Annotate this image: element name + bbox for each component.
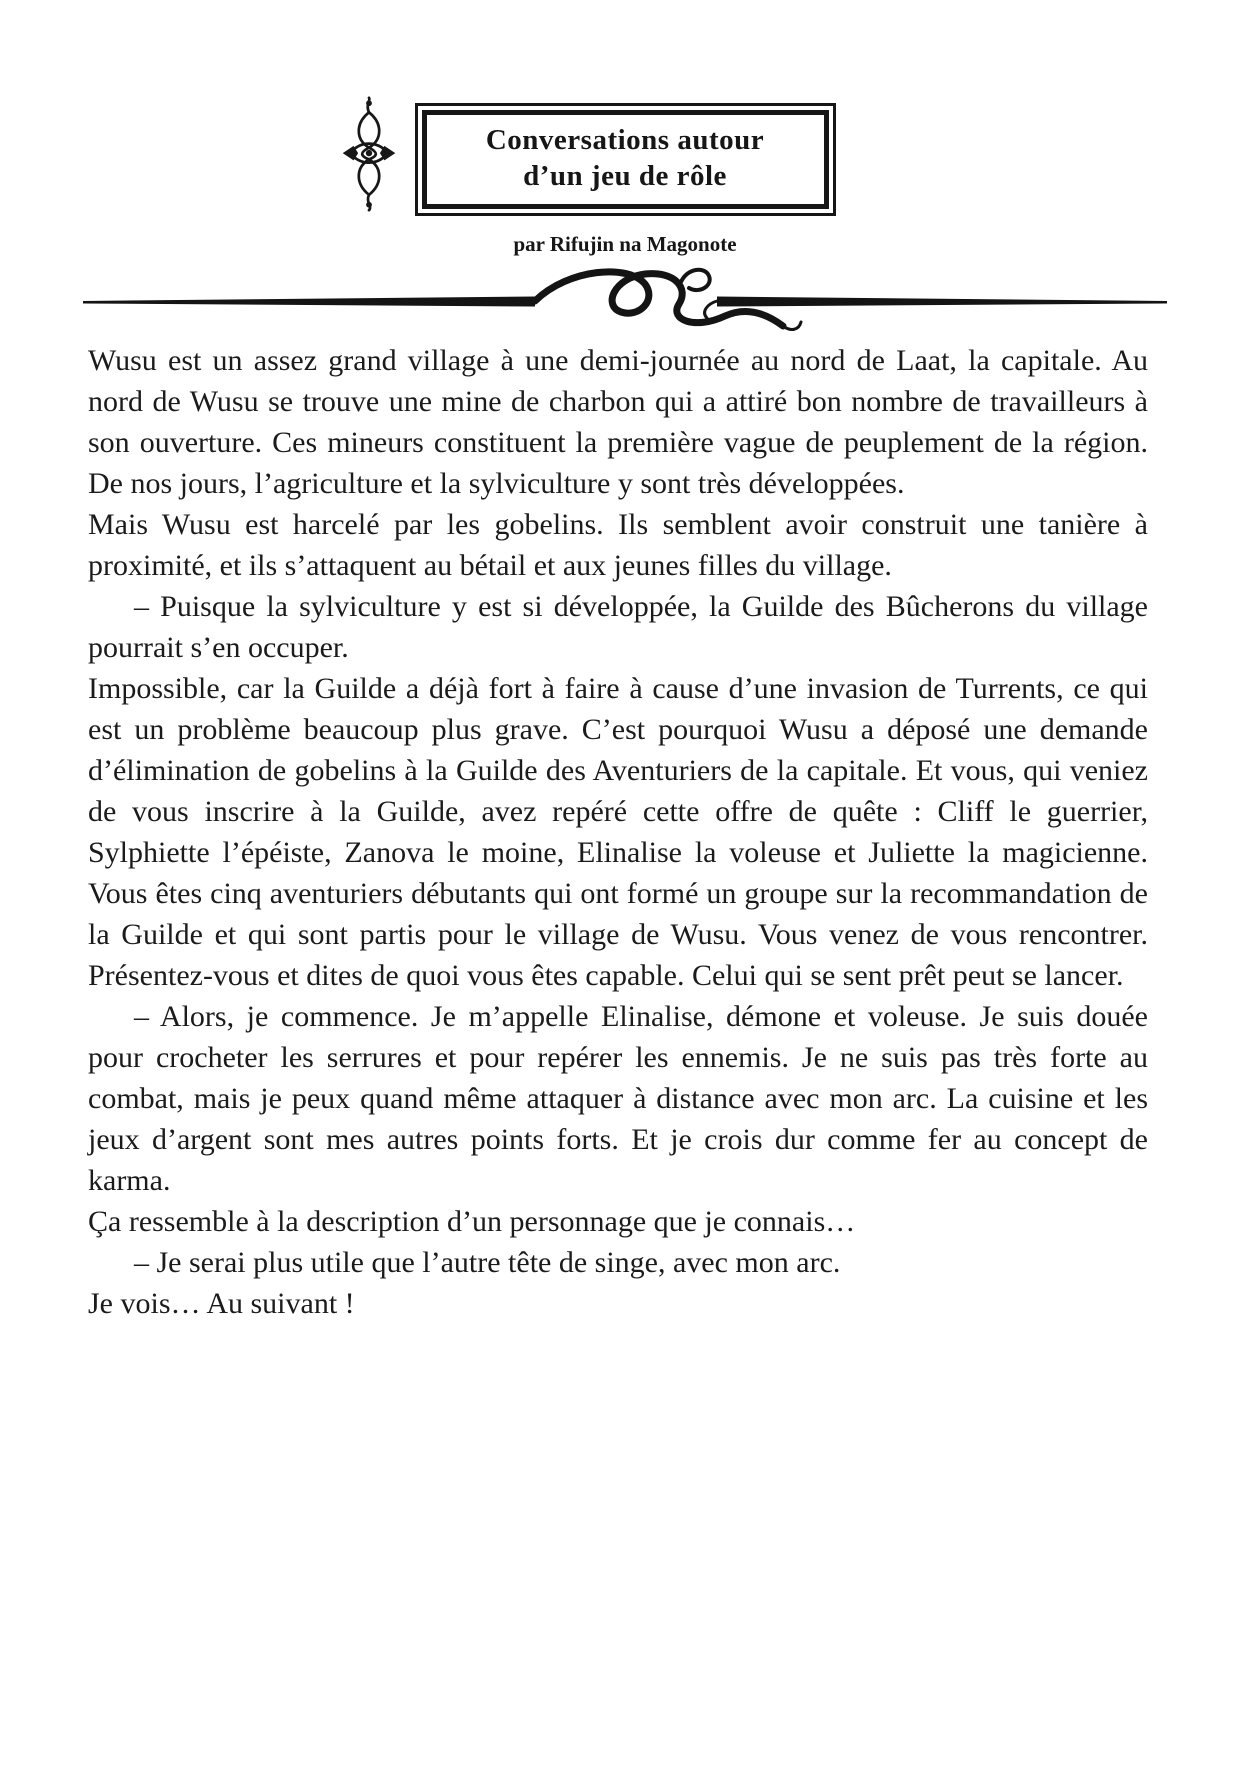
byline: par Rifujin na Magonote <box>513 232 737 256</box>
paragraph: Impossible, car la Guilde a déjà fort à faire à cause d’une invasion de Turrents, ce qui est un problème beaucoup plus grave. C’est pourquoi Wusu a déposé une demande d’élimination de gobelins à la Guilde des Aventuriers de la capitale. Et vous, qui veniez de vous inscrire à la Guilde, avez repéré cette offre de quête : Cliff le guerrier, Sylphiette l’épéiste, Zanova le moine, Elinalise la voleuse et Juliette la magicienne. Vous êtes cinq aventuriers débutants qui ont formé un groupe sur la recommandation de la Guilde et qui sont partis pour le village de Wusu. Vous venez de vous rencontrer. Présentez-vous et dites de quoi vous êtes capable. Celui qui se sent prêt peut se lancer. <box>88 672 1148 992</box>
paragraph: – Alors, je commence. Je m’appelle Elinalise, démone et voleuse. Je suis douée pour crocheter les serrures et pour repérer les ennemis. Je ne suis pas très forte au combat, mais je peux quand même attaquer à distance avec mon arc. La cuisine et les jeux d’argent sont mes autres points forts. Et je crois dur comme fer au concept de karma. <box>88 1000 1148 1197</box>
title-box-inner <box>422 110 829 209</box>
fleuron-knot-icon <box>340 93 398 215</box>
paragraph: Wusu est un assez grand village à une demi-journée au nord de Laat, la capitale. Au nord de Wusu se trouve une mine de charbon qui a attiré bon nombre de travailleurs à son ouverture. Ces mineurs constituent la première vague de peuplement de la région. De nos jours, l’agriculture et la sylviculture y sont très développées. <box>88 344 1148 500</box>
paragraph: – Puisque la sylviculture y est si développée, la Guilde des Bûcherons du village pourrait s’en occuper. <box>88 590 1148 664</box>
paragraph: Mais Wusu est harcelé par les gobelins. Ils semblent avoir construit une tanière à proximité, et ils s’attaquent au bétail et aux jeunes filles du village. <box>88 508 1148 582</box>
paragraph: – Je serai plus utile que l’autre tête de singe, avec mon arc. <box>134 1246 841 1279</box>
paragraph: Je vois… Au suivant ! <box>88 1287 355 1320</box>
page-title-line1: Conversations autour <box>485 124 765 156</box>
title-box <box>415 103 836 216</box>
page-title-line2: d’un jeu de rôle <box>523 160 727 192</box>
paragraph: Ça ressemble à la description d’un personnage que je connais… <box>88 1205 856 1238</box>
calligraphic-flourish-icon <box>83 260 1167 346</box>
body-text <box>88 340 1148 1324</box>
